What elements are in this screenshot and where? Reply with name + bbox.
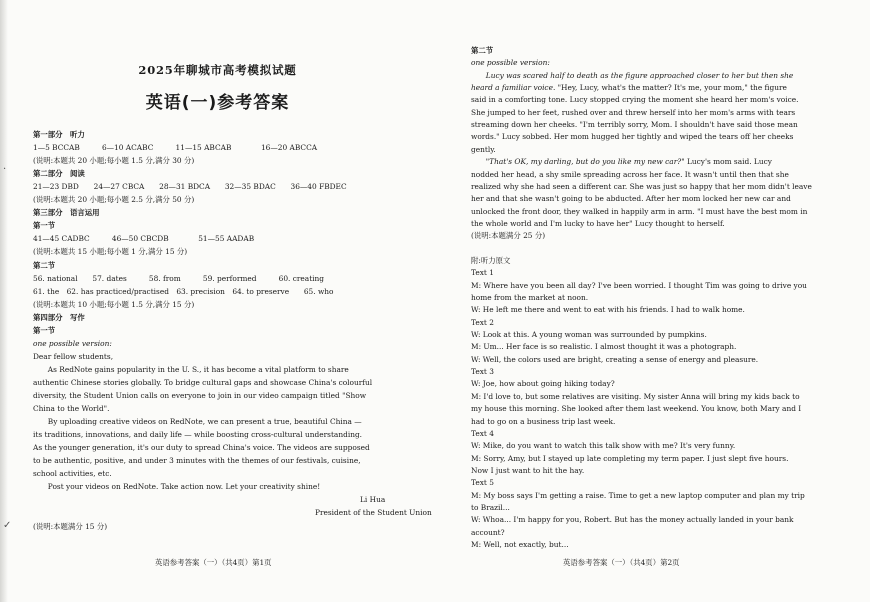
- right-text-line: W: Well, the colors used are bright, creating a sense of energy and pleasure.: [471, 354, 759, 364]
- left-text-line: As RedNote gains popularity in the U. S., it has become a vital platform to share: [33, 364, 349, 374]
- exam-title: 2025年聊城市高考模拟试题: [138, 63, 297, 77]
- right-text-line: W: Whoa... I'm happy for you, Robert. But has the money actually landed in your bank: [471, 515, 794, 525]
- right-text-line: realized why she had seen a different car. She was just so happy that her mom didn't leave: [471, 181, 812, 191]
- right-text-line: one possible version:: [471, 58, 550, 68]
- page-footer-2: 英语参考答案（一）（共4页）第2页: [563, 558, 680, 567]
- left-text-line: (说明:本题满分 15 分): [33, 521, 108, 531]
- right-text-line: "That's OK, my darling, but do you like my new car?" Lucy's mom said. Lucy: [471, 157, 772, 167]
- right-text-line: streaming down her cheeks. "I'm terribly sorry, Mom. I shouldn't have said those mean: [471, 120, 798, 130]
- left-text-line: Post your videos on RedNote. Take action now. Let your creativity shine!: [33, 482, 321, 492]
- right-text-line: M: I'd love to, but some relatives are visiting. My sister Anna will bring my kids back to: [471, 391, 800, 401]
- binding-mark-icon: ✓: [3, 520, 12, 531]
- binding-mark-icon: ·: [3, 164, 7, 175]
- left-text-line: (说明:本题共 20 小题;每小题 2.5 分,满分 50 分): [33, 195, 195, 205]
- right-text-line: W: Look at this. A young woman was surrounded by pumpkins.: [471, 330, 707, 340]
- left-text-line: 第二节: [33, 260, 56, 270]
- left-text-line: (说明:本题共 10 小题;每小题 1.5 分,满分 15 分): [33, 299, 195, 309]
- right-text-line: 第二节: [471, 46, 494, 55]
- right-text-line: Text 4: [471, 428, 494, 438]
- right-text-line: words." Lucy sobbed. Her mom hugged her tightly and wiped the tears off her cheeks: [471, 132, 794, 142]
- right-text-line: W: He left me there and went to eat with his friends. I had to walk home.: [471, 305, 745, 315]
- right-text-line: nodded her head, a shy smile spreading across her face. It wasn't until then that she: [471, 169, 789, 179]
- left-text-line: By uploading creative videos on RedNote, we can present a true, beautiful China —: [33, 417, 362, 427]
- left-text-line: 第一节: [33, 325, 56, 335]
- right-text-line: Text 2: [471, 317, 494, 327]
- right-text-line: gently.: [471, 144, 496, 154]
- left-text-line: Li Hua: [360, 495, 386, 505]
- right-text-line: Text 1: [471, 268, 494, 278]
- left-text-line: As the younger generation, it's our duty to spread China's voice. The videos are supposed: [33, 443, 370, 453]
- right-text-line: Lucy was scared half to death as the figure approached closer to her but then she: [471, 70, 794, 80]
- left-text-line: 21—23 DBD 24—27 CBCA 28—31 BDCA 32—35 BDAC 36—40 FBDEC: [33, 182, 347, 192]
- left-text-line: Dear fellow students,: [33, 351, 114, 361]
- left-text-line: 第一部分 听力: [33, 130, 85, 139]
- left-text-line: authentic Chinese stories globally. To bridge cultural gaps and showcase China's colourful: [33, 377, 373, 387]
- right-text-line: M: Um... Her face is so realistic. I almost thought it was a photograph.: [471, 342, 737, 352]
- right-text-line: account?: [471, 527, 505, 537]
- left-text-line: 第四部分 写作: [33, 312, 85, 322]
- left-text-line: 1—5 BCCAB 6—10 ACABC 11—15 ABCAB 16—20 ABCCA: [33, 143, 318, 153]
- right-text-line: my house this morning. She looked after them last weekend. You know, both Mary and I: [471, 404, 802, 414]
- right-text-line: 附:听力原文: [471, 255, 511, 265]
- left-text-line: China to the World".: [33, 404, 110, 414]
- answer-page-2: [435, 0, 870, 602]
- right-text-line: unlocked the front door, they walked in happily arm in arm. "I must have the best mom in: [471, 206, 808, 216]
- right-text-line: Text 5: [471, 478, 494, 488]
- left-text-line: (说明:本题共 20 小题;每小题 1.5 分,满分 30 分): [33, 156, 195, 166]
- right-text-line: heard a familiar voice. "Hey, Lucy, what's the matter? It's me, your mom," the figure: [471, 83, 787, 93]
- left-text-line: 第二部分 阅读: [33, 169, 85, 179]
- right-text-line: She jumped to her feet, rushed over and threw herself into her mom's arms with tears: [471, 107, 796, 117]
- left-text-line: 41—45 CADBC 46—50 CBCDB 51—55 AADAB: [33, 234, 255, 244]
- right-text-line: (说明:本题满分 25 分): [471, 231, 546, 241]
- right-text-line: Text 3: [471, 367, 494, 377]
- left-text-line: 第一节: [33, 221, 56, 231]
- left-text-line: diversity, the Student Union calls on everyone to join in our video campaign titled "Show: [33, 391, 367, 400]
- right-text-line: had to go on a business trip last week.: [471, 416, 616, 426]
- right-text-line: M: My boss says I'm getting a raise. Time to get a new laptop computer and plan my trip: [471, 490, 805, 500]
- right-text-line: W: Joe, how about going hiking today?: [471, 379, 615, 389]
- left-text-line: its traditions, innovations, and daily life — while boosting cross-cultural understanding.: [33, 430, 363, 440]
- left-text-line: President of the Student Union: [315, 508, 432, 518]
- right-text-line: W: Mike, do you want to watch this talk show with me? It's very funny.: [471, 441, 736, 451]
- right-text-line: home from the market at noon.: [471, 293, 589, 302]
- left-text-line: 第三部分 语言运用: [33, 208, 100, 218]
- left-text-line: 61. the 62. has practiced/practised 63. precision 64. to preserve 65. who: [33, 286, 334, 296]
- right-text-line: Now I just want to hit the hay.: [471, 465, 585, 475]
- document-title: 英语(一)参考答案: [145, 93, 290, 113]
- right-text-line: to Brazil...: [471, 502, 510, 512]
- right-text-line: M: Well, not exactly, but...: [471, 540, 569, 549]
- right-text-line: the whole world and I'm lucky to have her" Lucy thought to herself.: [471, 218, 725, 228]
- page-footer-1: 英语参考答案（一）（共4页）第1页: [155, 558, 272, 567]
- right-text-line: her and that she wasn't going to be abducted. After her mom locked her new car and: [471, 194, 791, 204]
- right-text-line: M: Sorry, Amy, but I stayed up late completing my term paper. I just slept five hours.: [471, 453, 789, 463]
- left-text-line: school activities, etc.: [33, 469, 112, 479]
- left-text-line: one possible version:: [33, 338, 112, 348]
- left-text-line: (说明:本题共 15 小题;每小题 1 分,满分 15 分): [33, 247, 188, 257]
- left-text-line: 56. national 57. dates 58. from 59. performed 60. creating: [33, 273, 325, 283]
- right-text-line: M: Where have you been all day? I've been worried. I thought Tim was going to drive you: [471, 280, 807, 290]
- right-text-line: said in a comforting tone. Lucy stopped crying the moment she heard her mom's voice.: [471, 95, 799, 105]
- left-text-line: to be authentic, positive, and under 3 minutes with the themes of our festivals, cuisine,: [33, 456, 361, 466]
